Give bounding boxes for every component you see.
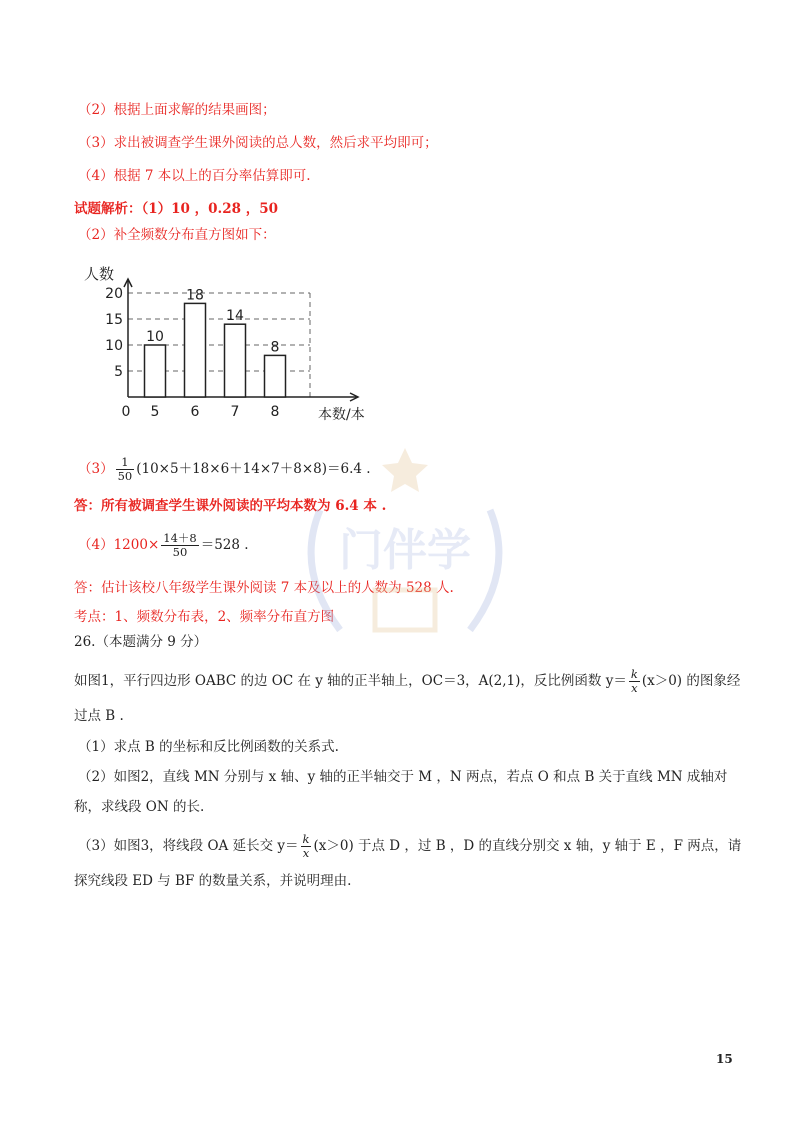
bar-8 xyxy=(265,355,286,397)
fraction-22-over-50 xyxy=(161,532,198,559)
bar-7 xyxy=(225,324,246,397)
question-26-part-1: （1）求点 B 的坐标和反比例函数的关系式. xyxy=(78,739,339,755)
fraction-denominator: 50 xyxy=(172,545,188,559)
fraction-numerator: 1 xyxy=(116,456,135,470)
fraction-1-over-50 xyxy=(116,456,135,483)
data-label-8: 8 xyxy=(270,339,280,356)
fraction-denominator: x xyxy=(631,681,638,695)
y-axis-title: 人数 xyxy=(84,265,115,283)
ytick-label-5: 5 xyxy=(114,364,123,380)
question-26-part-3 xyxy=(78,833,741,860)
xtick-label-7: 7 xyxy=(230,404,240,420)
answer-mean: 答：所有被调查学生课外阅读的平均本数为 6.4 本 . xyxy=(74,498,387,514)
analysis-step-2: （2）根据上面求解的结果画图； xyxy=(78,102,276,118)
data-label-7: 14 xyxy=(226,308,244,325)
ytick-label-10: 10 xyxy=(105,338,123,354)
fraction-numerator: 14＋8 xyxy=(163,531,197,545)
ytick-label-20: 20 xyxy=(105,286,123,302)
page-number: 15 xyxy=(716,1052,733,1066)
part3-prefix: （3） xyxy=(78,461,114,477)
watermark-logo xyxy=(280,440,530,670)
fraction-denominator: x xyxy=(302,846,310,860)
estimate-result: ＝528 . xyxy=(200,537,249,553)
question-26-statement xyxy=(74,668,740,695)
data-label-6: 18 xyxy=(186,287,204,304)
fraction-denominator: 50 xyxy=(117,469,133,483)
frequency-histogram xyxy=(82,262,402,428)
question-26-statement-line2: 过点 B . xyxy=(74,708,124,724)
analysis-step-4: （4）根据 7 本以上的百分率估算即可. xyxy=(78,168,311,184)
data-label-5: 10 xyxy=(146,329,164,345)
part4-prefix: （4）1200× xyxy=(78,537,160,553)
x-axis-title: 本数/本 xyxy=(318,407,365,423)
xtick-label-8: 8 xyxy=(270,404,280,420)
statement-text-cont: (x＞0) 的图象经 xyxy=(641,673,741,689)
mean-expression: (10×5＋18×6＋14×7＋8×8)＝6.4 . xyxy=(136,461,371,477)
solution-part-4 xyxy=(78,532,249,559)
question-26-part-2: （2）如图2，直线 MN 分别与 x 轴、y 轴的正半轴交于 M ，N 两点，若点 O 和点 B 关于直线 MN 成轴对 xyxy=(78,769,728,785)
histogram-bars xyxy=(145,303,286,397)
watermark-text: 门伴学 xyxy=(339,525,471,576)
xtick-label-5: 5 xyxy=(150,404,160,420)
bar-6 xyxy=(185,303,206,397)
part3-text: （3）如图3，将线段 OA 延长交 y＝ xyxy=(78,838,299,854)
ytick-label-15: 15 xyxy=(105,312,123,328)
analysis-step-3: （3）求出被调查学生课外阅读的总人数，然后求平均即可； xyxy=(78,135,438,151)
solution-part-1: 试题解析：（1）10 ，0.28 ，50 xyxy=(74,201,278,217)
part3-text-cont: (x＞0) 于点 D ，过 B ，D 的直线分别交 x 轴，y 轴于 E ，F 两点，请 xyxy=(313,838,742,854)
xtick-label-6: 6 xyxy=(190,404,200,420)
knowledge-points: 考点：1、频数分布表，2、频率分布直方图 xyxy=(74,609,335,625)
solution-part-2-heading: （2）补全频数分布直方图如下： xyxy=(78,227,276,243)
question-26-heading: 26.（本题满分 9 分） xyxy=(74,634,208,650)
fraction-k-over-x xyxy=(301,833,312,860)
fraction-numerator: k xyxy=(630,667,638,681)
fraction-k-over-x xyxy=(629,668,640,695)
question-26-part-3-line2: 探究线段 ED 与 BF 的数量关系，并说明理由. xyxy=(74,873,352,889)
origin-label: 0 xyxy=(121,404,131,420)
question-26-part-2-line2: 称，求线段 ON 的长. xyxy=(74,799,205,815)
bar-5 xyxy=(145,345,166,397)
statement-text: 如图1，平行四边形 OABC 的边 OC 在 y 轴的正半轴上，OC＝3，A(2,1)，反比例函数 y＝ xyxy=(74,673,627,689)
fraction-numerator: k xyxy=(302,832,310,846)
answer-estimate: 答：估计该校八年级学生课外阅读 7 本及以上的人数为 528 人. xyxy=(74,580,454,596)
